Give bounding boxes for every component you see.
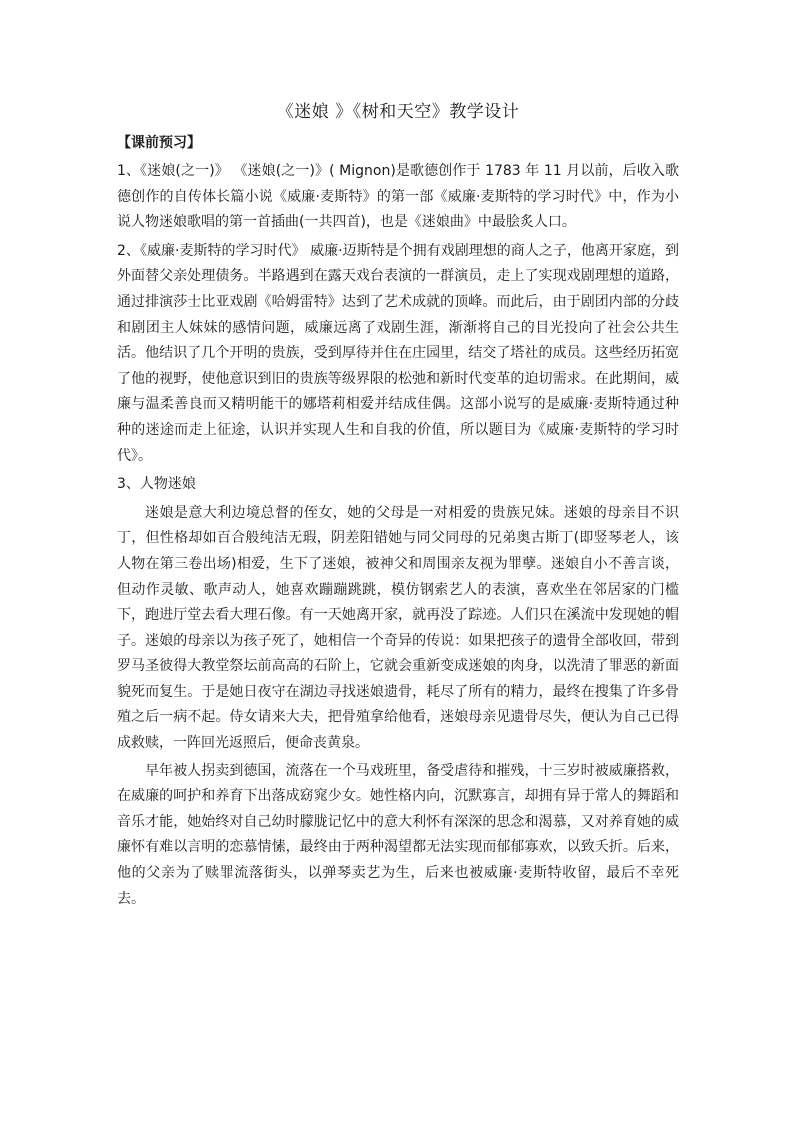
paragraph-mignon-background: 迷娘是意大利边境总督的侄女，她的父母是一对相爱的贵族兄妹。迷娘的母亲目不识丁，但性格却如百合般纯洁无瑕，阴差阳错她与同父同母的兄弟奥古斯丁(即竖琴老人，该人物在第三卷出场)相爱，生下了迷娘，被神父和周围亲友视为罪孽。迷娘自小不善言谈，但动作灵敏、歌声动人，她喜欢蹦蹦跳跳，模仿钢索艺人的表演，喜欢坐在邻居家的门槛下，跑进厅堂去看大理石像。有一天她离开家，就再没了踪迹。人们只在溪流中发现她的帽子。迷娘的母亲以为孩子死了，她相信一个奇异的传说：如果把孩子的遗骨全部收回，带到罗马圣彼得大教堂祭坛前高高的石阶上，它就会重新变成迷娘的肉身，以洗清了罪恶的新面貌死而复生。于是她日夜守在湖边寻找迷娘遗骨，耗尽了所有的精力，最终在搜集了许多骨殖之后一病不起。侍女请来大夫，把骨殖拿给他看，迷娘母亲见遗骨尽失，便认为自己已得成救赎，一阵回光返照后，便命丧黄泉。 [117,504,679,752]
section-heading: 【课前预习】 [117,135,201,151]
paragraph-1: 1、《迷娘(之一)》 《迷娘(之一)》( Mignon)是歌德创作于 1783 年 11 月以前，后收入歌德创作的自传体长篇小说《威廉·麦斯特》的第一部《威廉·麦斯特的学习时代》中，作为小说人物迷娘歌唱的第一首插曲(一共四首)，也是《迷娘曲》中最脍炙人口。 [117,163,679,231]
paragraph-mignon-life: 早年被人拐卖到德国，流落在一个马戏班里，备受虐待和摧残，十三岁时被威廉搭救，在威廉的呵护和养育下出落成窈窕少女。她性格内向，沉默寡言，却拥有异于常人的舞蹈和音乐才能，她始终对自己幼时朦胧记忆中的意大利怀有深深的思念和渴慕，又对养育她的威廉怀有难以言明的恋慕情愫，最终由于两种渴望都无法实现而郁郁寡欢，以致夭折。后来，他的父亲为了赎罪流落街头，以弹琴卖艺为生，后来也被威廉·麦斯特收留，最后不幸死去。 [117,762,679,907]
document-title: 《迷娘 》《树和天空》教学设计 [276,102,520,122]
paragraph-3-heading: 3、人物迷娘 [117,476,196,493]
document-page [117,100,679,912]
paragraph-2: 2、《威廉·麦斯特的学习时代》 威廉·迈斯特是个拥有戏剧理想的商人之子，他离开家庭，到外面替父亲处理债务。半路遇到在露天戏台表演的一群演员，走上了实现戏剧理想的道路，通过排演莎士比亚戏剧《哈姆雷特》达到了艺术成就的顶峰。而此后，由于剧团内部的分歧和剧团主人妹妹的感情问题，威廉远离了戏剧生涯，渐渐将自己的目光投向了社会公共生活。他结识了几个开明的贵族，受到厚待并住在庄园里，结交了塔社的成员。这些经历拓宽了他的视野，使他意识到旧的贵族等级界限的松弛和新时代变革的迫切需求。在此期间，威廉与温柔善良而又精明能干的娜塔莉相爱并结成佳偶。这部小说写的是威廉·麦斯特通过种种的迷途而走上征途，认识并实现人生和自我的价值，所以题目为《威廉·麦斯特的学习时代》。 [117,242,679,464]
